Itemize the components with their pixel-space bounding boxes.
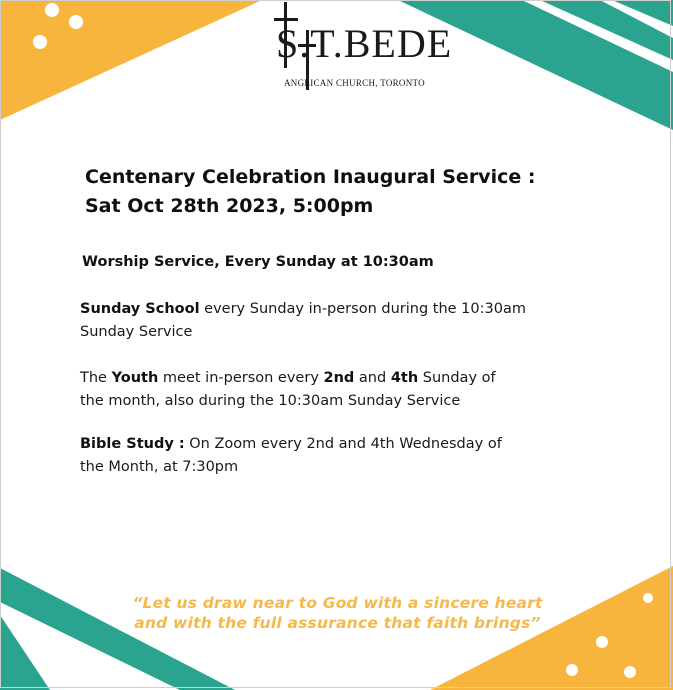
youth-text: meet in-person every bbox=[158, 370, 324, 386]
church-logo bbox=[262, 0, 453, 92]
worship-service-text: Worship Service, Every Sunday at 10:30am bbox=[82, 254, 434, 270]
church-subtitle: ANGLICAN CHURCH, TORONTO bbox=[284, 78, 425, 88]
youth-text: The bbox=[80, 370, 112, 386]
youth-text: Sunday of bbox=[418, 370, 496, 386]
dot-decoration bbox=[33, 35, 47, 49]
headline-line1: Centenary Celebration Inaugural Service : bbox=[85, 166, 536, 188]
church-name: S.T.BEDE bbox=[276, 21, 453, 66]
sunday-school-label: Sunday School bbox=[80, 301, 200, 317]
dot-decoration bbox=[566, 664, 578, 676]
sunday-school-text: every Sunday in-person during the 10:30am bbox=[199, 301, 526, 317]
bible-study-text-line2: the Month, at 7:30pm bbox=[80, 459, 239, 475]
dot-decoration bbox=[596, 636, 608, 648]
youth-4th: 4th bbox=[390, 370, 419, 386]
bible-study-text: On Zoom every 2nd and 4th Wednesday of bbox=[184, 436, 502, 452]
headline bbox=[85, 163, 555, 221]
youth-text-line2: the month, also during the 10:30am Sunday Service bbox=[80, 393, 461, 409]
orange-banner-top-left bbox=[0, 0, 262, 120]
youth-2nd: 2nd bbox=[323, 370, 355, 386]
dot-decoration bbox=[69, 15, 83, 29]
teal-stripe-bottom-left bbox=[0, 615, 50, 690]
dot-decoration bbox=[45, 3, 59, 17]
dot-decoration bbox=[643, 593, 653, 603]
dot-decoration bbox=[624, 666, 636, 678]
quote-line2: and with the full assurance that faith brings” bbox=[134, 614, 541, 632]
quote-line1: “Let us draw near to God with a sincere heart bbox=[132, 594, 543, 612]
headline-line2: Sat Oct 28th 2023, 5:00pm bbox=[85, 195, 374, 217]
youth-text: and bbox=[354, 370, 391, 386]
youth-paragraph bbox=[80, 367, 580, 413]
bible-study-label: Bible Study : bbox=[80, 436, 185, 452]
sunday-school-paragraph bbox=[80, 298, 580, 344]
sunday-school-text-line2: Sunday Service bbox=[80, 324, 193, 340]
bible-study-paragraph bbox=[80, 433, 580, 479]
youth-label: Youth bbox=[111, 370, 159, 386]
scripture-quote bbox=[110, 593, 565, 633]
